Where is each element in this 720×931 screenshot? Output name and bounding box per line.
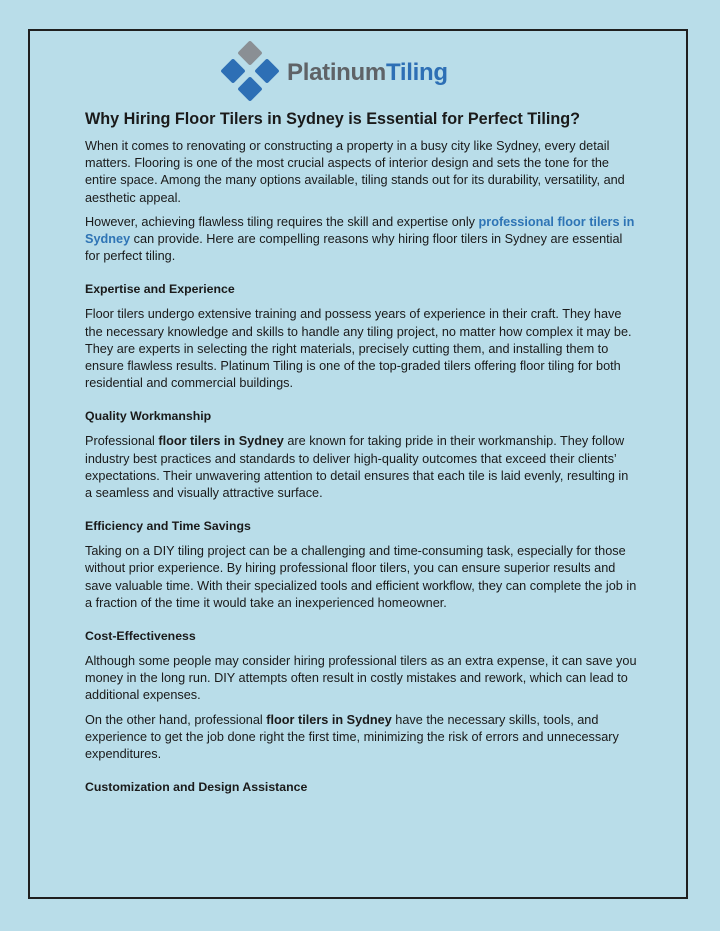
intro-paragraph-1: When it comes to renovating or constructing a property in a busy city like Sydney, every detail matters. Flooring is one of the most crucial aspects of interior design and sets the tone for the entire space. Among the many options available, tiling stands out for its durability, versatility, and aesthetic appeal. <box>85 139 625 205</box>
efficiency-paragraph: Taking on a DIY tiling project can be a challenging and time-consuming task, especially for those without prior experience. By hiring professional floor tilers, you can ensure superior results and save valuable time. With their specialized tools and efficient workflow, they can complete the job in a fraction of the time it would take an inexperienced homeowner. <box>85 544 637 610</box>
cost-text-before: On the other hand, professional <box>85 712 267 727</box>
platinum-tiling-logo <box>219 42 448 104</box>
logo-word-platinum: Platinum <box>287 59 386 86</box>
intro-p2-text-after: can provide. Here are compelling reasons why hiring floor tilers in Sydney are essential for perfect tiling. <box>85 232 623 264</box>
professional-floor-tilers-link[interactable]: professional floor tilers in Sydney <box>85 214 635 247</box>
quality-text-before: Professional <box>85 434 159 449</box>
cost-bold-keyword: floor tilers in Sydney <box>266 712 392 727</box>
intro-p2-text-before: However, achieving flawless tiling requires the skill and expertise only <box>85 214 479 229</box>
article-content <box>85 108 637 804</box>
logo-word-tiling: Tiling <box>385 59 448 86</box>
quality-bold-keyword: floor tilers in Sydney <box>158 434 284 449</box>
cost-paragraph-2 <box>85 712 637 764</box>
cost-paragraph-1: Although some people may consider hiring professional tilers as an extra expense, it can save you money in the long run. DIY attempts often result in costly mistakes and rework, which can lead to additional expenses. <box>85 654 637 703</box>
cost-text-after: have the necessary skills, tools, and experience to get the job done right the first time, minimizing the risk of errors and unnecessary expenditures. <box>85 712 619 762</box>
quality-text-after: are known for taking pride in their workmanship. They follow industry best practices and standards to deliver high-quality outcomes that exceed their clients’ expectations. Their unwavering attention to detail ensures that each tile is laid evenly, resulting in a seamless and visually attractive surface. <box>85 434 629 501</box>
quality-paragraph <box>85 433 637 502</box>
expertise-paragraph: Floor tilers undergo extensive training and possess years of experience in their craft. They have the necessary knowledge and skills to handle any tiling project, no matter how complex it may be. They are experts in selecting the right materials, precisely cutting them, and installing them to ensure flawless results. Platinum Tiling is one of the top-graded tilers offering floor tiling for both residential and commercial buildings. <box>85 307 632 391</box>
heading-cost: Cost-Effectiveness <box>85 629 196 644</box>
article-title: Why Hiring Floor Tilers in Sydney is Essential for Perfect Tiling? <box>85 110 581 128</box>
tile-diamonds-icon <box>219 42 281 104</box>
heading-expertise: Expertise and Experience <box>85 282 235 297</box>
intro-paragraph-2 <box>85 214 637 266</box>
heading-customization: Customization and Design Assistance <box>85 780 308 795</box>
logo-wordmark <box>287 59 448 87</box>
heading-quality: Quality Workmanship <box>85 409 212 424</box>
heading-efficiency: Efficiency and Time Savings <box>85 519 251 534</box>
